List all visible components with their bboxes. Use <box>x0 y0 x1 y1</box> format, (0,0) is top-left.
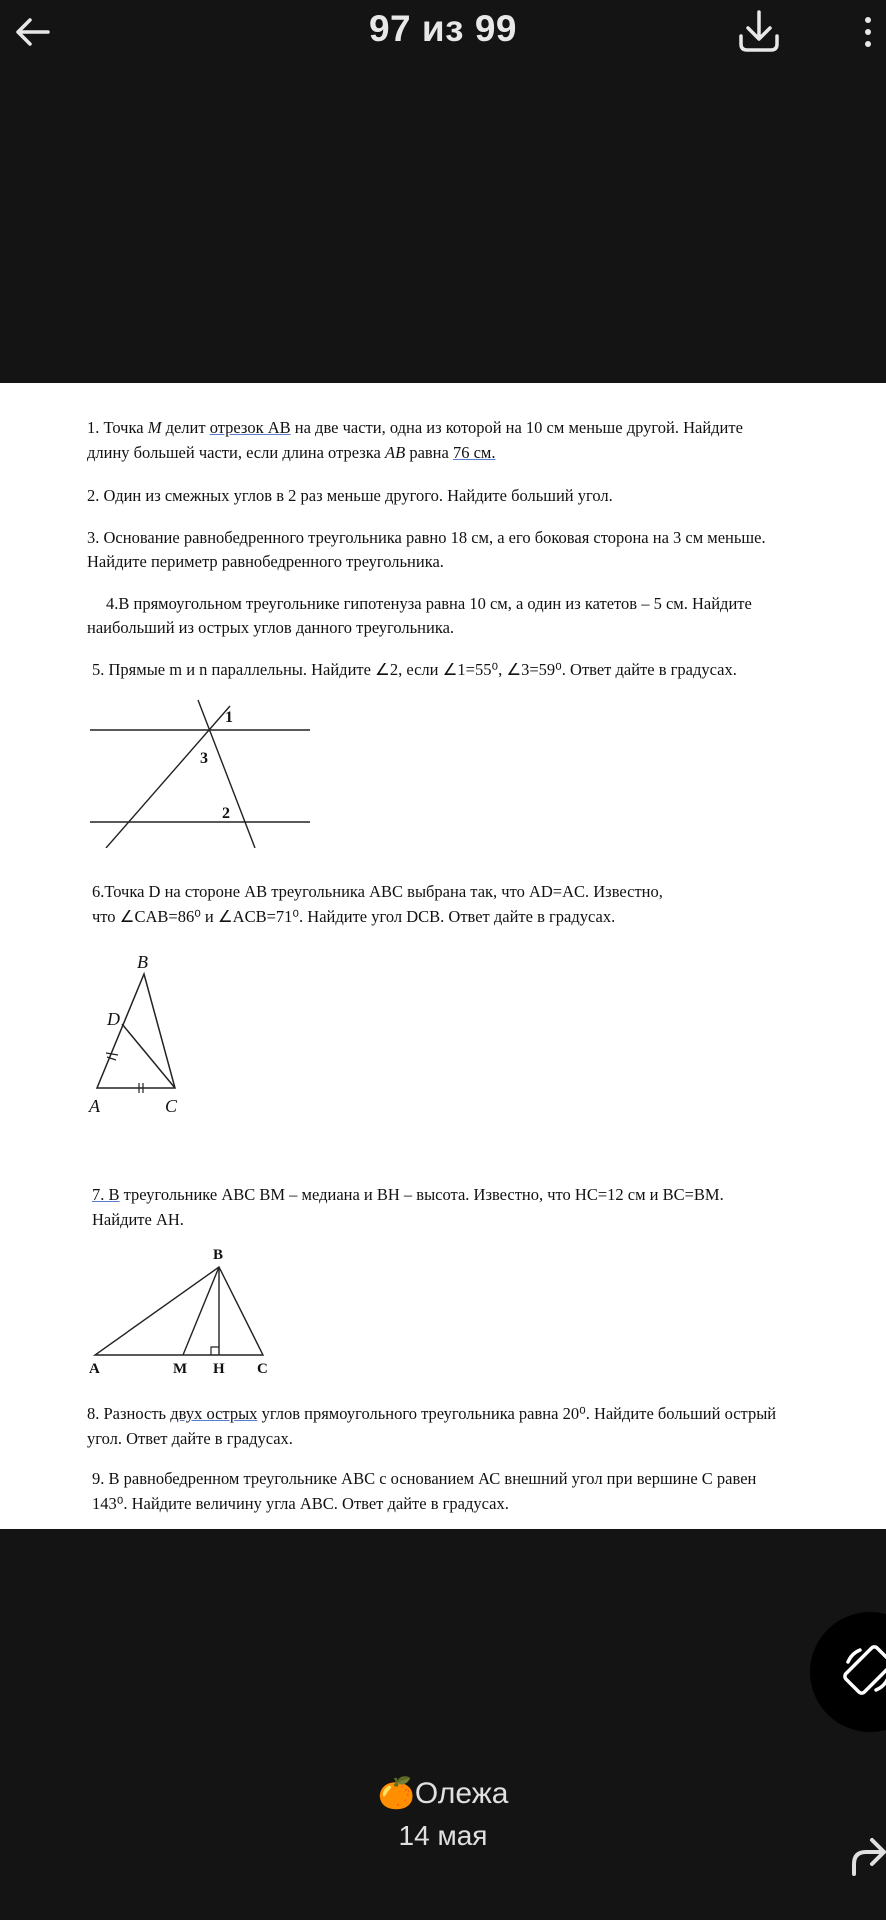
problem-3-line1: 3. Основание равнобедренного треугольника равно 18 см, а его боковая сторона на 3 см меньше. <box>87 528 766 547</box>
vertex-label: M <box>173 1361 188 1375</box>
angle-label: 3 <box>200 750 208 767</box>
vertex-label: C <box>165 1096 178 1116</box>
figure-parallel-lines <box>80 698 320 848</box>
rotate-screen-icon[interactable] <box>838 1640 886 1700</box>
problem-1: 1. Точка M делит отрезок AB на две части, одна из которой на 10 см меньше другой. Найдите <box>87 418 743 437</box>
problem-8-line2: угол. Ответ дайте в градусах. <box>87 1429 293 1448</box>
problem-8-line1: 8. Разность двух острых углов прямоугольного треугольника равна 20⁰. Найдите больший острый <box>87 1404 777 1423</box>
problem-4-line2: наибольший из острых углов данного треугольника. <box>87 618 455 637</box>
vertex-label: A <box>89 1096 100 1116</box>
download-icon[interactable] <box>733 6 785 58</box>
problem-9-line1: 9. В равнобедренном треугольнике АВС с основанием АС внешний угол при вершине С равен <box>92 1469 757 1488</box>
problem-7-line1: 7. В треугольнике ABC BM – медиана и BH – высота. Известно, что HC=12 см и BC=BM. <box>92 1185 724 1204</box>
vertex-label: D <box>107 1009 120 1029</box>
vertex-label: A <box>89 1361 100 1375</box>
message-date: 14 мая <box>398 1820 488 1851</box>
document-page[interactable] <box>0 383 886 1529</box>
sender-name: 🍊Олежа <box>377 1777 509 1810</box>
viewer-toolbar <box>0 0 886 70</box>
figure-triangle-abc-d <box>85 948 195 1118</box>
page-counter: 97 из 99 <box>368 8 517 49</box>
vertex-label: C <box>257 1361 268 1375</box>
problem-5: 5. Прямые m и n параллельны. Найдите ∠2, если ∠1=55⁰, ∠3=59⁰. Ответ дайте в градусах. <box>92 660 737 679</box>
share-icon[interactable] <box>850 1830 886 1880</box>
problem-7-line2: Найдите AH. <box>92 1210 184 1229</box>
problem-3-line2: Найдите периметр равнобедренного треугольника. <box>87 552 444 571</box>
problem-6-line2: что ∠CAB=86⁰ и ∠ACB=71⁰. Найдите угол DCB. Ответ дайте в градусах. <box>92 907 616 926</box>
angle-label: 1 <box>225 709 233 726</box>
angle-label: 2 <box>222 805 230 822</box>
problem-9-line2: 143⁰. Найдите величину угла АВС. Ответ дайте в градусах. <box>92 1494 509 1513</box>
figure-triangle-median-height <box>85 1243 285 1375</box>
problem-4-line1: 4.В прямоугольном треугольнике гипотенуза равна 10 см, а один из катетов – 5 см. Найдите <box>106 594 752 613</box>
more-vertical-icon[interactable] <box>858 10 878 54</box>
problem-2: 2. Один из смежных углов в 2 раз меньше другого. Найдите больший угол. <box>87 486 613 505</box>
problem-6-line1: 6.Точка D на стороне AB треугольника ABC выбрана так, что AD=AC. Известно, <box>92 882 663 901</box>
vertex-label: B <box>137 952 148 972</box>
problem-1-line2: длину большей части, если длина отрезка AB равна 76 см. <box>87 443 496 462</box>
vertex-label: H <box>213 1361 225 1375</box>
vertex-label: B <box>213 1247 224 1263</box>
